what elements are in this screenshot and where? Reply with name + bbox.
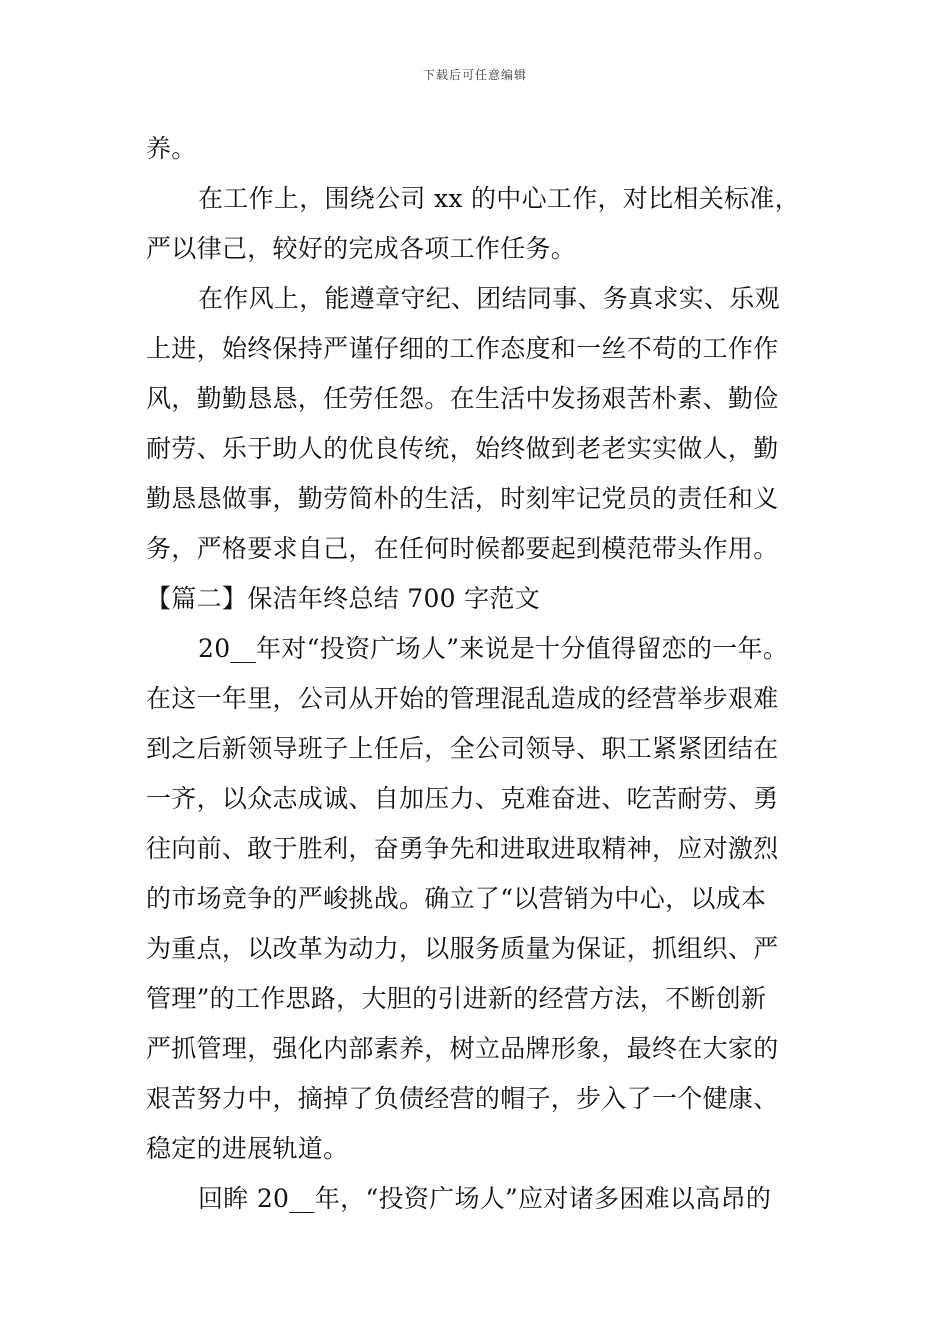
text-line: 在工作上，围绕公司 xx 的中心工作，对比相关标准， (198, 184, 800, 213)
page-header: 下载后可任意编辑 (422, 68, 527, 82)
text-line: 管理”的工作思路，大胆的引进新的经营方法，不断创新 (146, 984, 767, 1013)
text-line: 务，严格要求自己，在任何时候都要起到模范带头作用。 (146, 534, 779, 563)
text-line: 勤恳恳做事，勤劳简朴的生活，时刻牢记党员的责任和义 (146, 484, 779, 513)
text-line: 稳定的进展轨道。 (146, 1134, 349, 1163)
text-line: 严以律己，较好的完成各项工作任务。 (146, 234, 577, 263)
text-line: 上进，始终保持严谨仔细的工作态度和一丝不苟的工作作 (146, 334, 779, 363)
text-line: 往向前、敢于胜利，奋勇争先和进取进取精神，应对激烈 (146, 834, 779, 863)
text-line: 一齐，以众志成诚、自加压力、克难奋进、吃苦耐劳、勇 (146, 784, 779, 813)
text-line: 严抓管理，强化内部素养，树立品牌形象，最终在大家的 (146, 1034, 779, 1063)
text-line: 在这一年里，公司从开始的管理混乱造成的经营举步艰难 (146, 684, 779, 713)
text-line: 养。 (146, 134, 197, 163)
text-line: 风，勤勤恳恳，任劳任怨。在生活中发扬艰苦朴素、勤俭 (146, 384, 779, 413)
text-line: 的市场竞争的严峻挑战。确立了“以营销为中心，以成本 (146, 884, 767, 913)
text-line: 回眸 20__年，“投资广场人”应对诸多困难以高昂的 (198, 1184, 772, 1213)
text-line: 到之后新领导班子上任后，全公司领导、职工紧紧团结在 (146, 734, 779, 763)
text-line: 耐劳、乐于助人的优良传统，始终做到老老实实做人，勤 (146, 434, 779, 463)
document-body (146, 124, 816, 1224)
text-line: 20__年对“投资广场人”来说是十分值得留恋的一年。 (198, 634, 789, 663)
text-line: 艰苦努力中，摘掉了负债经营的帽子，步入了一个健康、 (146, 1084, 779, 1113)
text-line: 为重点，以改革为动力，以服务质量为保证，抓组织、严 (146, 934, 779, 963)
section-heading: 【篇二】保洁年终总结 700 字范文 (146, 584, 541, 613)
text-line: 在作风上，能遵章守纪、团结同事、务真求实、乐观 (198, 284, 780, 313)
